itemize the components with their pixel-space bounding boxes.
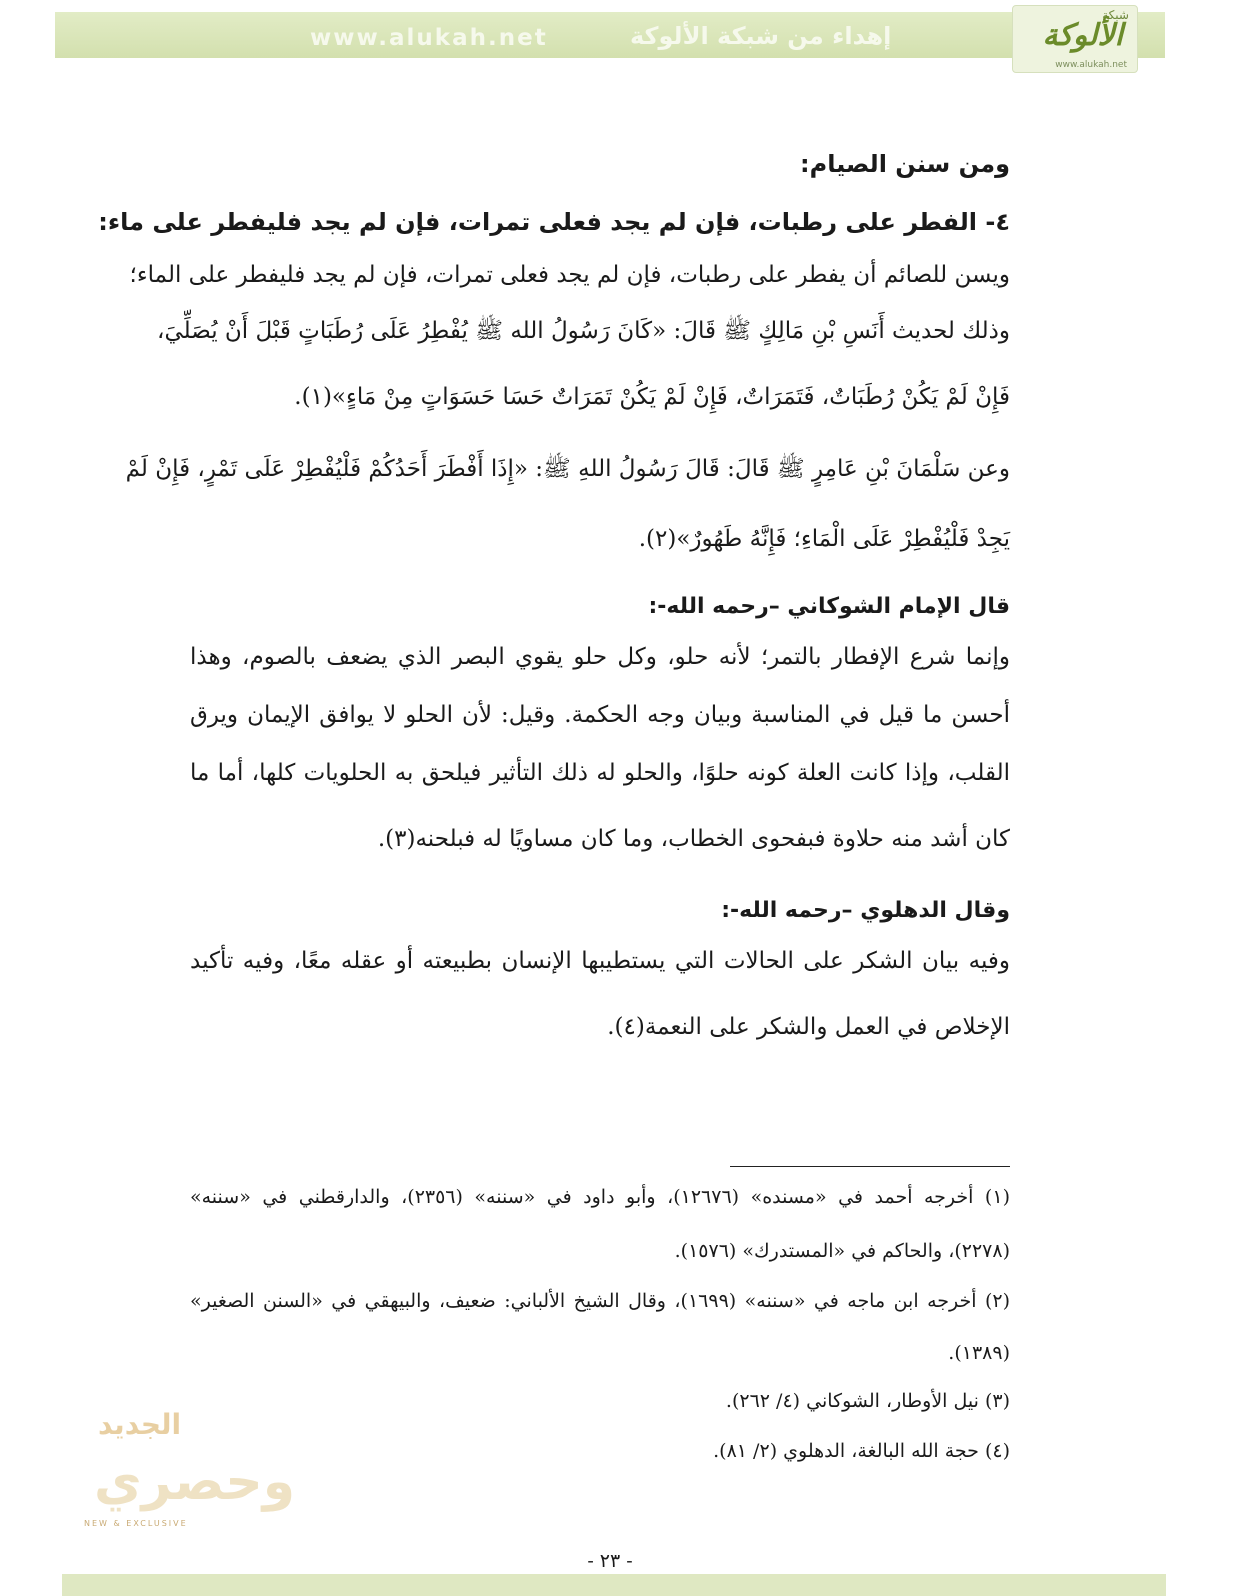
paragraph-line: وإنما شرع الإفطار بالتمر؛ لأنه حلو، وكل حلو يقوي البصر الذي يضعف بالصوم، وهذا bbox=[190, 644, 1010, 670]
paragraph-line: أحسن ما قيل في المناسبة وبيان وجه الحكمة. وقيل: لأن الحلو لا يوافق الإيمان ويرق bbox=[190, 702, 1010, 728]
footnote-line: (٢٢٧٨)، والحاكم في «المستدرك» (١٥٧٦). bbox=[674, 1240, 1010, 1262]
header-gift-text: إهداء من شبكة الألوكة bbox=[630, 22, 892, 50]
heading-dahlawi: وقال الدهلوي –رحمه الله-: bbox=[721, 898, 1010, 923]
header-url: www.alukah.net bbox=[310, 25, 548, 51]
footnote-divider bbox=[730, 1166, 1010, 1167]
badge-line3: NEW & EXCLUSIVE bbox=[84, 1519, 188, 1528]
paragraph-line: الإخلاص في العمل والشكر على النعمة(٤). bbox=[607, 1014, 1010, 1040]
logo-main-text: الألوكة bbox=[1042, 18, 1123, 53]
paragraph-line: كان أشد منه حلاوة فبفحوى الخطاب، وما كان مساويًا له فبلحنه(٣). bbox=[377, 826, 1010, 852]
logo-small-text: شبكة bbox=[1102, 8, 1129, 22]
footnote-line: (١) أخرجه أحمد في «مسنده» (١٢٦٧٦)، وأبو داود في «سننه» (٢٣٥٦)، والدارقطني في «سننه» bbox=[190, 1186, 1010, 1208]
page-number: - ٢٣ - bbox=[587, 1550, 633, 1572]
footnote-line: (٢) أخرجه ابن ماجه في «سننه» (١٦٩٩)، وقال الشيخ الألباني: ضعيف، والبيهقي في «السنن الصغير» bbox=[190, 1290, 1010, 1312]
paragraph-line: القلب، وإذا كانت العلة كونه حلوًا، والحلو له ذلك التأثير فيلحق به الحلويات كلها، أما ما bbox=[190, 760, 1010, 786]
footnote-line: (٣) نيل الأوطار، الشوكاني (٤/ ٢٦٢). bbox=[725, 1390, 1010, 1412]
paragraph-line: وفيه بيان الشكر على الحالات التي يستطيبها الإنسان بطبيعته أو عقله معًا، وفيه تأكيد bbox=[190, 948, 1010, 974]
paragraph-line: وعن سَلْمَانَ بْنِ عَامِرٍ ﷺ قَالَ: قَالَ رَسُولُ اللهِ ﷺ: «إِذَا أَفْطَرَ أَحَدُكُمْ فَلْيُفْطِرْ عَلَى تَمْرٍ، فَإِنْ لَمْ bbox=[125, 456, 1010, 482]
logo-url-text: www.alukah.net bbox=[1055, 60, 1127, 70]
heading-sunan: ومن سنن الصيام: bbox=[800, 150, 1010, 178]
paragraph-line: ويسن للصائم أن يفطر على رطبات، فإن لم يجد فعلى تمرات، فإن لم يجد فليفطر على الماء؛ bbox=[129, 262, 1010, 288]
paragraph-line: فَإِنْ لَمْ يَكُنْ رُطَبَاتٌ، فَتَمَرَاتٌ، فَإِنْ لَمْ يَكُنْ تَمَرَاتٌ حَسَا حَسَوَاتٍ مِنْ مَاءٍ»(١). bbox=[294, 384, 1010, 410]
heading-shawkani: قال الإمام الشوكاني –رحمه الله-: bbox=[648, 594, 1010, 619]
new-exclusive-badge bbox=[80, 1400, 296, 1530]
footnote-line: (١٣٨٩). bbox=[948, 1342, 1010, 1364]
badge-line1: الجديد bbox=[98, 1408, 182, 1441]
footer-band bbox=[62, 1574, 1166, 1596]
alukah-logo bbox=[1012, 5, 1138, 73]
paragraph-line: وذلك لحديث أَنَسِ بْنِ مَالِكٍ ﷺ قَالَ: «كَانَ رَسُولُ الله ﷺ يُفْطِرُ عَلَى رُطَبَاتٍ قَبْلَ أَنْ يُصَلِّيَ، bbox=[157, 318, 1010, 344]
header-band bbox=[55, 12, 1165, 58]
badge-line2: وحصري bbox=[94, 1452, 296, 1512]
footnote-line: (٤) حجة الله البالغة، الدهلوي (٢/ ٨١). bbox=[713, 1440, 1010, 1462]
paragraph-line: يَجِدْ فَلْيُفْطِرْ عَلَى الْمَاءِ؛ فَإِنَّهُ طَهُورٌ»(٢). bbox=[638, 526, 1010, 552]
heading-item4: ٤- الفطر على رطبات، فإن لم يجد فعلى تمرات، فإن لم يجد فليفطر على ماء: bbox=[98, 208, 1010, 236]
